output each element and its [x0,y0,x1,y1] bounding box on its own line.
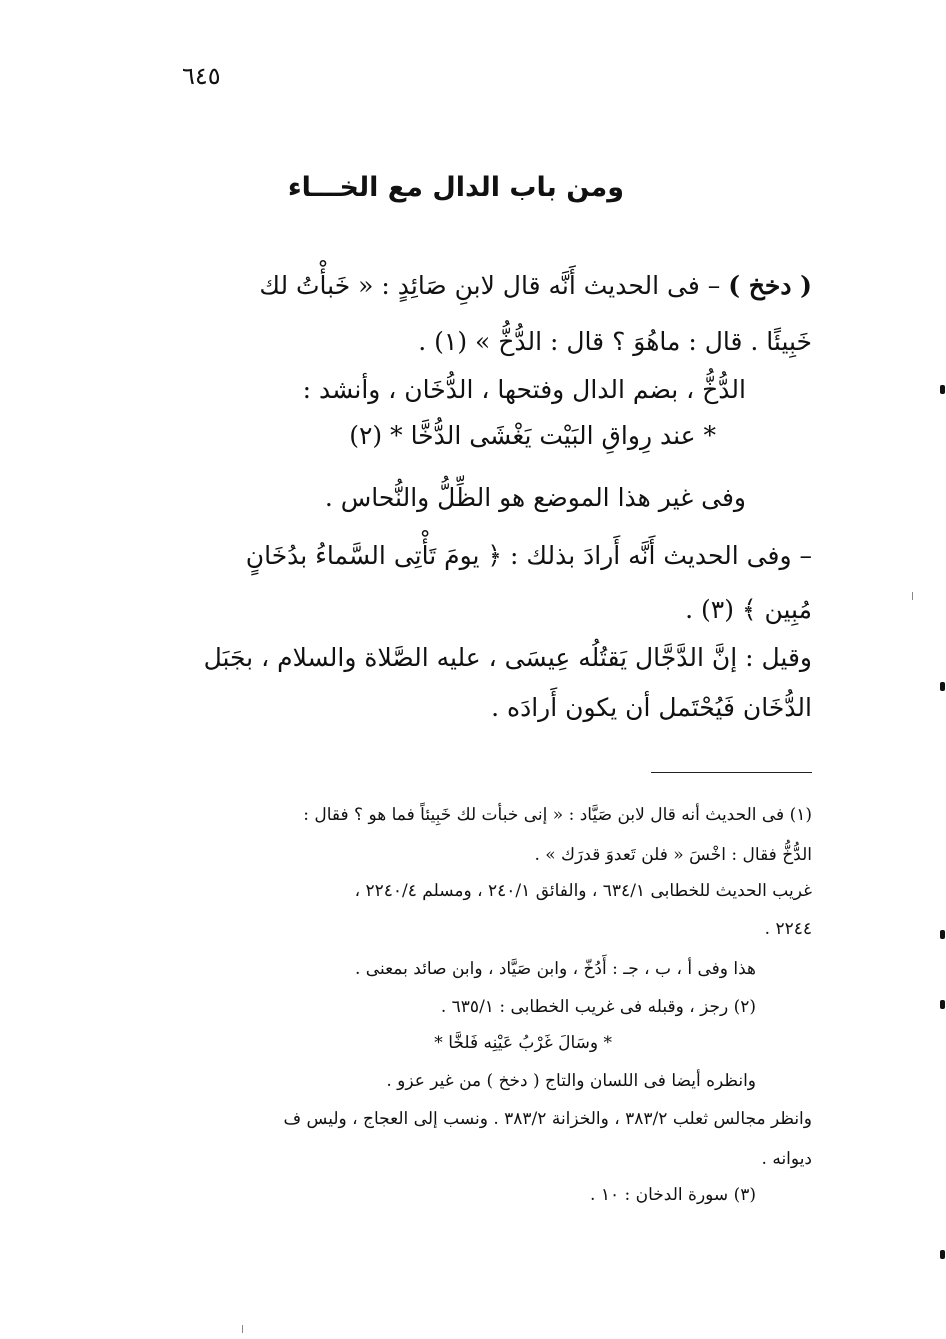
chapter-title: ومن باب الدال مع الخـــاء [287,172,624,203]
body-line-2: خَبِيئًا . قال : ماهُوَ ؟ قال : الدُّخُّ » (١) . [418,327,812,356]
scan-margin-tick [912,592,913,600]
scan-margin-mark [940,930,945,939]
scan-margin-mark [940,1250,945,1259]
page-number: ٦٤٥ [182,62,221,90]
footnote-2-line-1: (٢) رجز ، وقبله فى غريب الخطابى : ٦٣٥/١ . [440,997,756,1017]
body-line-5: وفى غير هذا الموضع هو الظِّلُّ والنُّحاس . [324,483,746,512]
footnote-1-line-5: هذا وفى أ ، ب ، جـ : أَدُخّ ، وابن صَيَّاد ، وابن صائد بمعنى . [355,959,756,979]
footnote-1-line-3: غريب الحديث للخطابى ٦٣٤/١ ، والفائق ٢٤٠/١ ، ومسلم ٢٢٤٠/٤ ، [354,881,812,901]
footnote-1-line-4: ٢٢٤٤ . [764,919,812,939]
scan-margin-tick [242,1325,243,1333]
footnote-2-line-5: ديوانه . [761,1149,812,1169]
footnote-1-line-2: الدُّخُّ فقال : اخْسَ « فلن تَعدوَ قدرَك » . [534,845,812,865]
body-line-8: وقيل : إنَّ الدَّجَّال يَقتُلُه عِيسَى ، عليه الصَّلاة والسلام ، بجَبَل [203,643,812,672]
body-line-1-rest: – فى الحديث أَنَّه قال لابنِ صَائِدٍ : « خَبأْتُ لك [259,271,729,300]
footnote-2-line-4: وانظر مجالس ثعلب ٣٨٣/٢ ، والخزانة ٣٨٣/٢ . ونسب إلى العجاج ، وليس ف [283,1109,812,1129]
footnote-2-line-3: وانظره أيضا فى اللسان والتاج ( دخخ ) من غير عزو . [386,1071,756,1091]
body-line-7: مُبِين ﴾ (٣) . [685,595,812,624]
body-line-1 [259,266,812,306]
verse-line-1: * عند رِواقِ البَيْت يَغْشَى الدُّخَّا * (٢) [349,421,716,450]
body-line-6: – وفى الحديث أَنَّه أَرادَ بذلك : ﴿ يومَ تَأْتِى السَّماءُ بدُخَانٍ [245,541,812,570]
headword: ( دخخ ) [728,271,812,300]
scan-margin-mark [940,1000,945,1009]
body-line-3: الدُّخُّ ، بضم الدال وفتحها ، الدُّخَان ، وأنشد : [302,375,746,404]
footnote-2-verse: * وسَالَ غَرْبُ عَيْنِه فَلخَّا * [434,1033,612,1053]
footnote-1-line-1: (١) فى الحديث أنه قال لابن صَيَّاد : « إنى خبأت لك خَبِيئاً فما هو ؟ فقال : [303,805,812,825]
scan-margin-mark [940,682,945,691]
body-line-9: الدُّخَان فَيُحْتَمل أن يكون أَرادَه . [491,693,812,722]
footnote-separator [651,772,812,773]
scan-margin-mark [940,385,945,394]
footnote-3-line-1: (٣) سورة الدخان : ١٠ . [590,1185,756,1205]
